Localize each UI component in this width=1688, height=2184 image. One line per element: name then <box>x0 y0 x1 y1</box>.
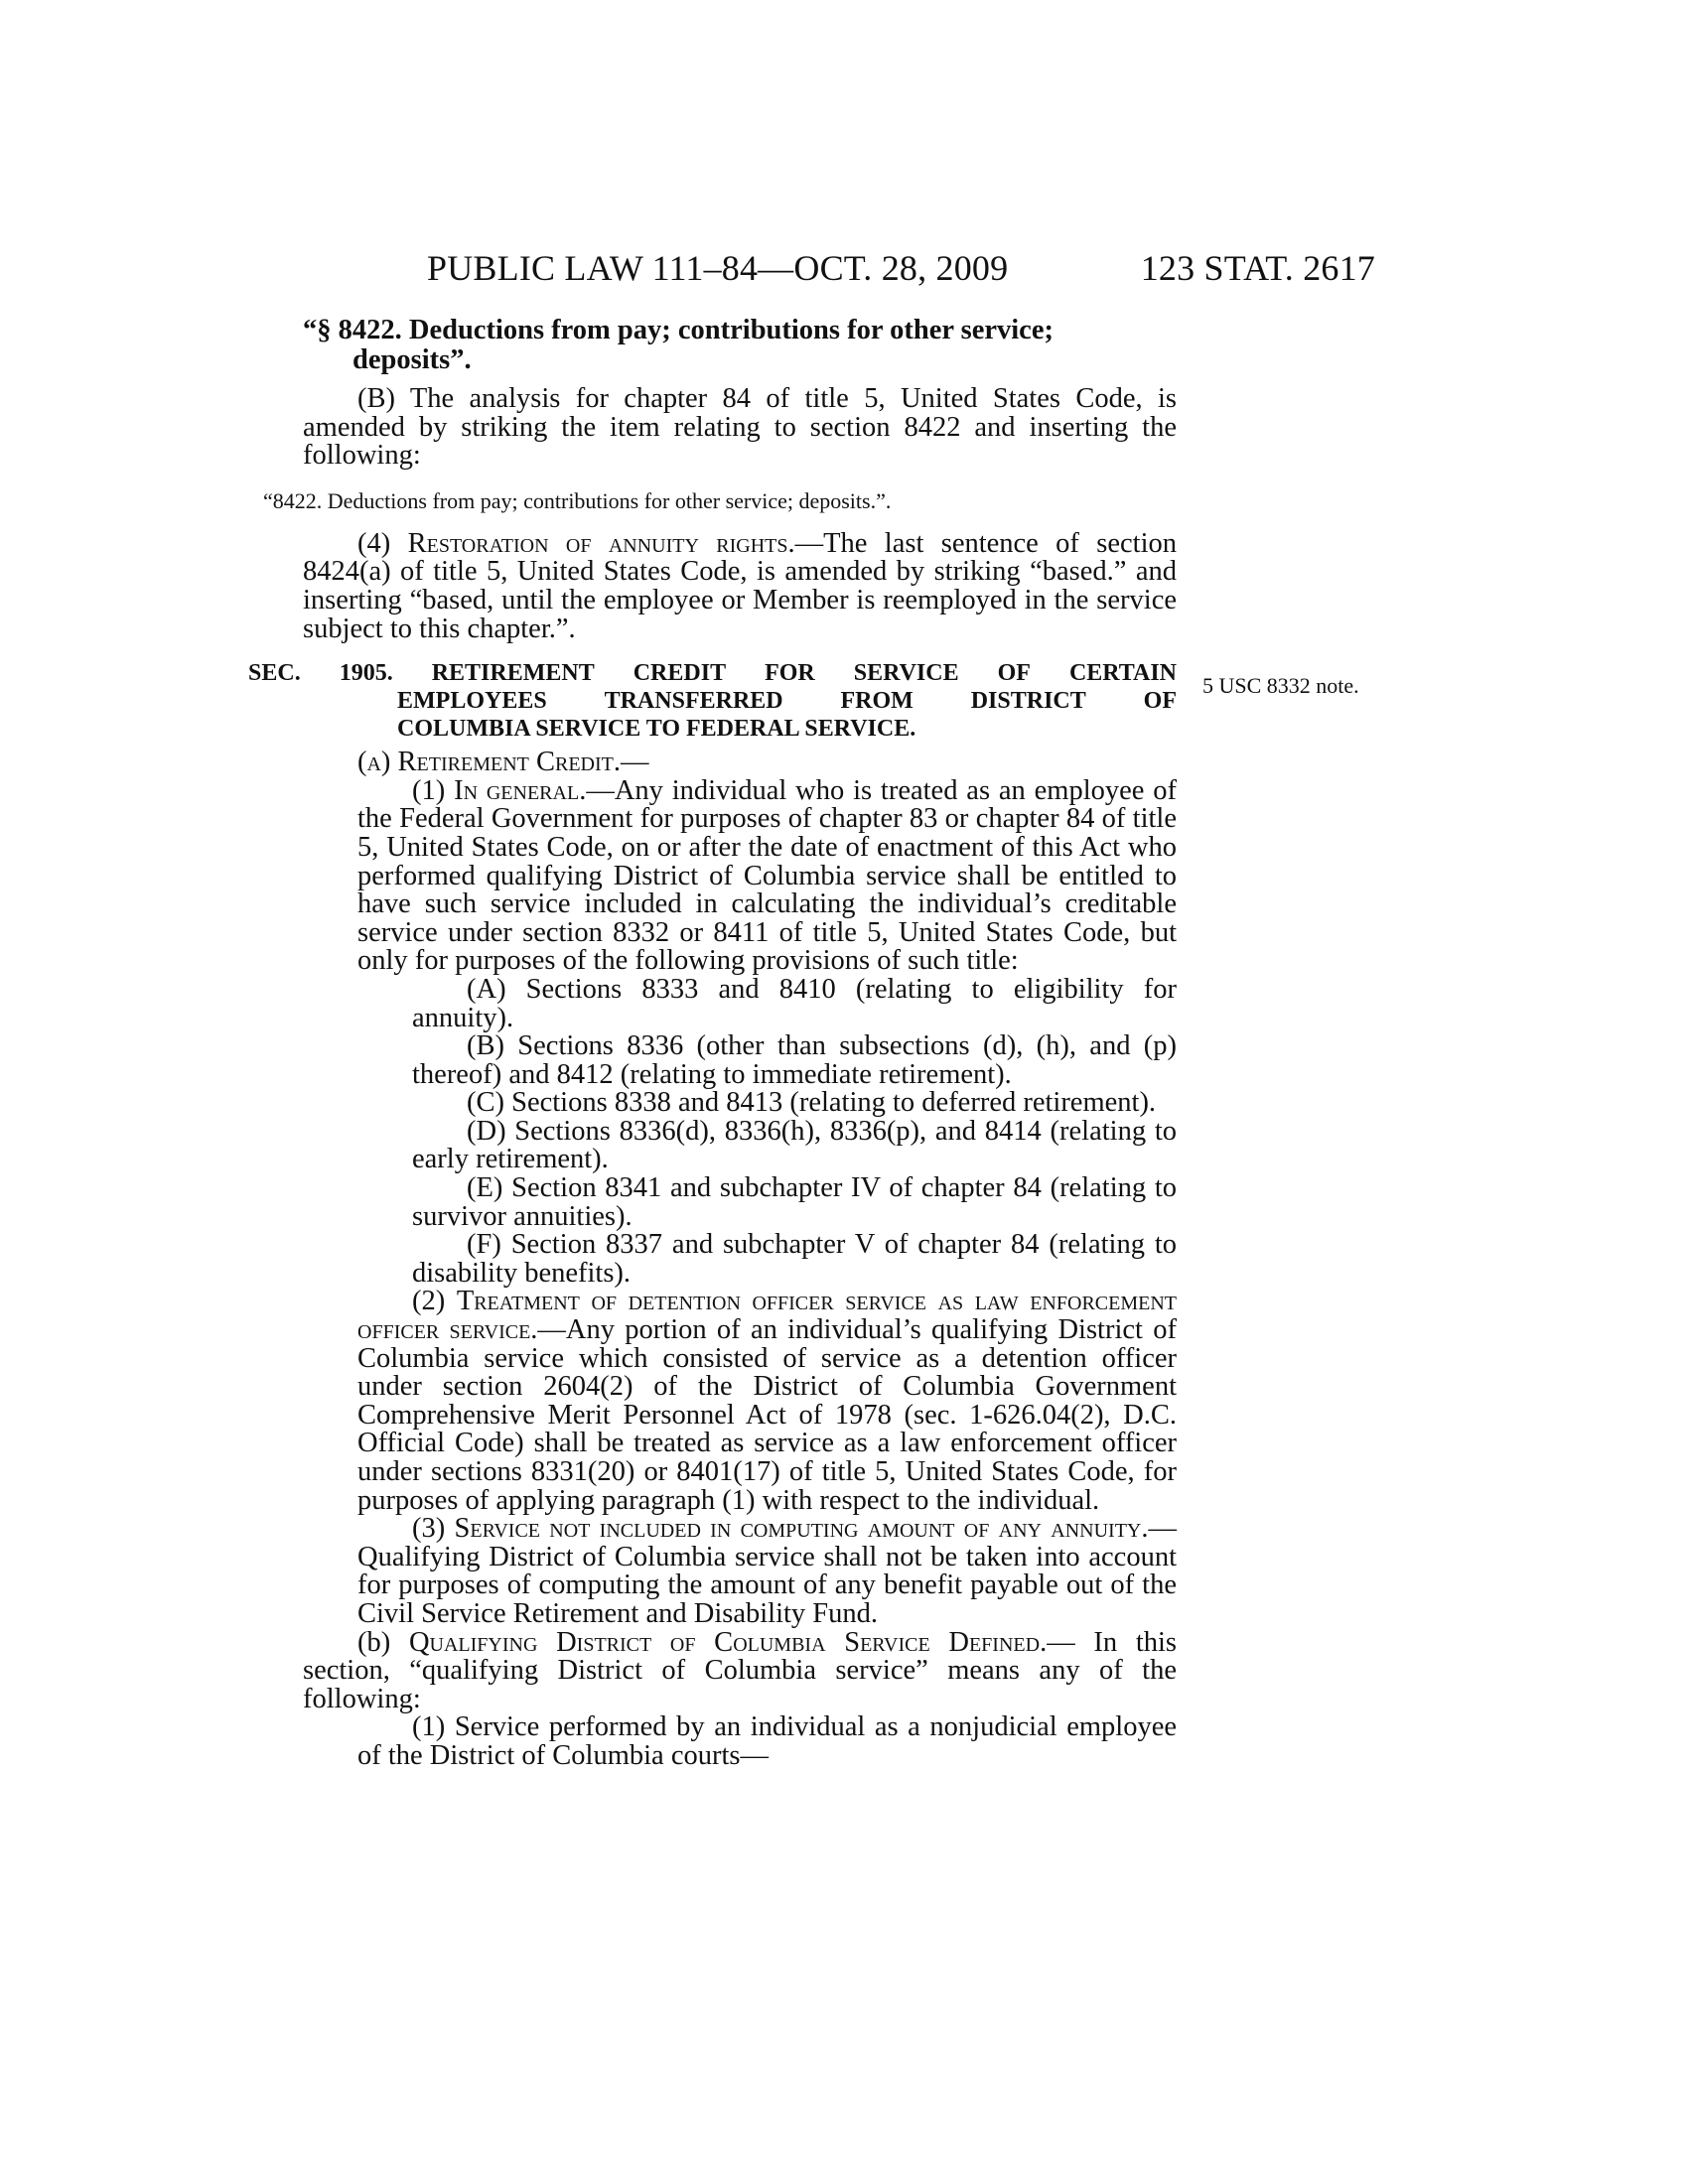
paragraph-a3: (3) Service not included in computing amount of any annuity.—Qualifying District of Columbia service shall not be taken into account for purposes of computing the amount of any benefit payable out of the Civil Service Retirement and Disability Fund. <box>357 1513 1178 1629</box>
running-header <box>427 248 1375 288</box>
item-a1-F: (F) Section 8337 and subchapter V of chapter 84 (relating to disability benefits). <box>412 1229 1177 1289</box>
toc-item-8422: “8422. Deductions from pay; contributions for other service; deposits.”. <box>263 487 892 513</box>
paragraph-b-analysis: (B) The analysis for chapter 84 of title 5, United States Code, is amended by striking the item relating to section 8422 and inserting the following: <box>303 383 1177 472</box>
section-1905 <box>248 659 1178 1771</box>
subsection-b: (b) Qualifying District of Columbia Service Defined.— In this section, “qualifying District of Columbia service” means any of the following: <box>303 1626 1178 1714</box>
section-title-line-2: EMPLOYEES TRANSFERRED FROM DISTRICT OF <box>397 688 1177 715</box>
item-a1-E: (E) Section 8341 and subchapter IV of chapter 84 (relating to survivor annuities). <box>412 1172 1177 1232</box>
header-public-law: PUBLIC LAW 111–84—OCT. 28, 2009 <box>427 248 1009 288</box>
section-1905-title <box>248 659 1177 743</box>
item-a1-A: (A) Sections 8333 and 8410 (relating to eligibility for annuity). <box>412 973 1177 1033</box>
section-title-line-3: COLUMBIA SERVICE TO FEDERAL SERVICE. <box>397 716 916 743</box>
item-a1-D: (D) Sections 8336(d), 8336(h), 8336(p), and 8414 (relating to early retirement). <box>412 1115 1177 1175</box>
item-a1-B: (B) Sections 8336 (other than subsections (d), (h), and (p) thereof) and 8412 (relating to immediate retirement). <box>412 1030 1177 1090</box>
header-stat-page: 123 STAT. 2617 <box>1140 248 1375 288</box>
paragraph-b1: (1) Service performed by an individual as a nonjudicial employee of the District of Columbia courts— <box>357 1711 1177 1771</box>
subsection-a-heading: (a) Retirement Credit.— <box>357 747 649 778</box>
section-title-line-1: SEC. 1905. RETIREMENT CREDIT FOR SERVICE OF CERTAIN <box>248 660 1177 687</box>
item-a1-C: (C) Sections 8338 and 8413 (relating to deferred retirement). <box>467 1087 1157 1119</box>
paragraph-a2: (2) Treatment of detention officer service as law enforcement officer service.—Any portion of an individual’s qualifying District of Columbia service which consisted of service as a detention officer under section 2604(2) of the District of Columbia Government Comprehensive Merit Personnel Act of 1978 (sec. 1-626.04(2), D.C. Official Code) shall be treated as service as a law enforcement officer under sections 8331(20) or 8401(17) of title 5, United States Code, for purposes of applying paragraph (1) with respect to the individual. <box>357 1286 1177 1516</box>
paragraph-a1: (1) In general.—Any individual who is treated as an employee of the Federal Government for purposes of chapter 83 or chapter 84 of title 5, United States Code, on or after the date of enactment of this Act who performed qualifying District of Columbia service shall be entitled to have such service included in calculating the individual’s creditable service under section 8332 or 8411 of title 5, United States Code, but only for purposes of the following provisions of such title: <box>357 774 1177 977</box>
paragraph-4-restoration: (4) Restoration of annuity rights.—The last sentence of section 8424(a) of title 5, United States Code, is amended by striking “based.” and inserting “based, until the employee or Member is reemployed in the service subject to this chapter.”. <box>303 527 1178 644</box>
margin-note: 5 USC 8332 note. <box>1202 673 1359 698</box>
section-8422-heading: “§ 8422. Deductions from pay; contributions for other service; deposits”. <box>303 315 1054 375</box>
document-body <box>248 315 1178 1771</box>
